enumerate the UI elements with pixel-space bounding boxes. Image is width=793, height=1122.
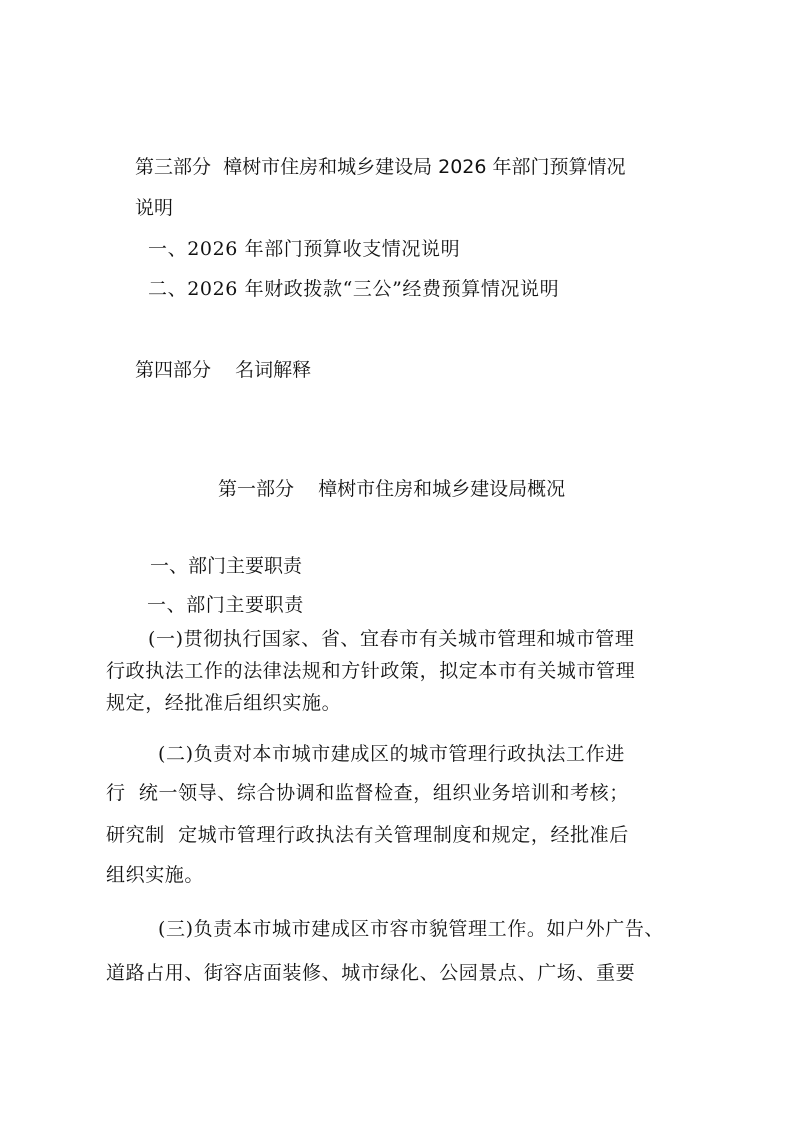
- section-heading: 一、部门主要职责: [150, 555, 303, 577]
- paragraph-2-line-2: 行 统一领导、综合协调和监督检查，组织业务培训和考核；: [106, 782, 629, 804]
- paragraph-2-line-1: (二)负责对本市城市建成区的城市管理行政执法工作进: [158, 743, 625, 765]
- part1-title: 第一部分 樟树市住房和城乡建设局概况: [218, 478, 566, 500]
- toc-part4-title: 第四部分 名词解释: [135, 359, 312, 381]
- sub-heading: 一、部门主要职责: [147, 594, 304, 616]
- paragraph-3-line-1: (三)负责本市城市建成区市容市貌管理工作。如户外广告、: [158, 918, 665, 940]
- paragraph-3-line-2: 道路占用、街容店面装修、城市绿化、公园景点、广场、重要: [106, 962, 636, 984]
- paragraph-1-line-3: 规定，经批准后组织实施。: [106, 692, 342, 714]
- paragraph-2-line-3: 研究制 定城市管理行政执法有关管理制度和规定，经批准后: [106, 824, 629, 846]
- paragraph-1-line-1: (一)贯彻执行国家、省、宜春市有关城市管理和城市管理: [148, 628, 635, 650]
- toc-part3-title-line1: 第三部分 樟树市住房和城乡建设局 2026 年部门预算情况: [135, 156, 626, 178]
- paragraph-1-line-2: 行政执法工作的法律法规和方针政策，拟定本市有关城市管理: [106, 660, 636, 682]
- toc-item-2: 二、2026 年财政拨款“三公”经费预算情况说明: [148, 278, 560, 300]
- paragraph-2-line-4: 组织实施。: [106, 864, 205, 886]
- toc-item-1: 一、2026 年部门预算收支情况说明: [148, 238, 461, 260]
- toc-part3-title-line2: 说明: [135, 197, 174, 219]
